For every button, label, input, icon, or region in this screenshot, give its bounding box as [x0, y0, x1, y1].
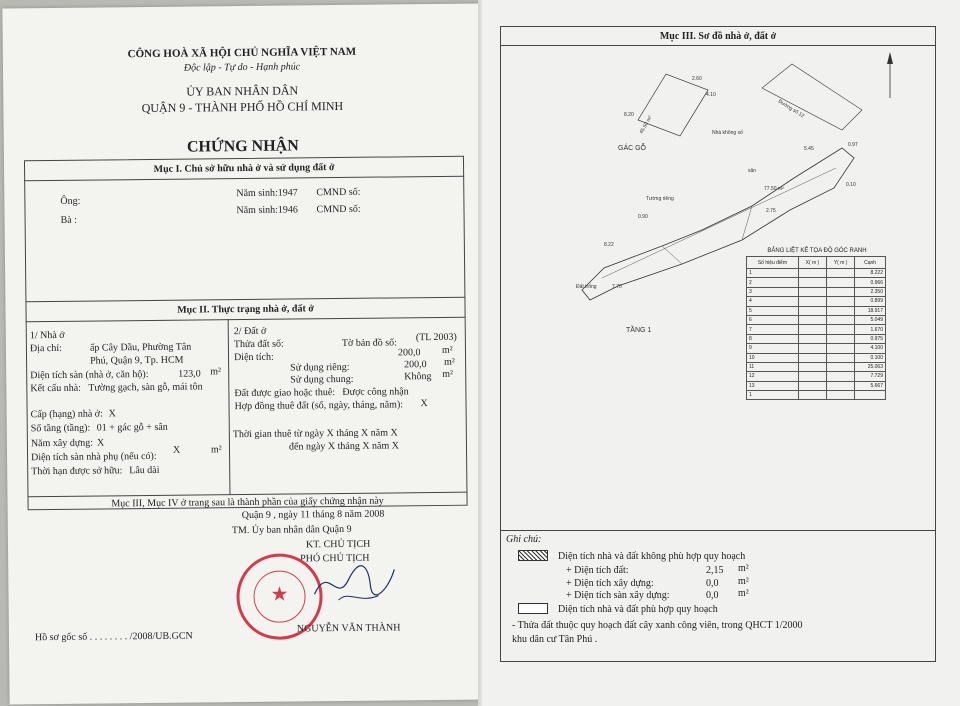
x-cell: [798, 306, 826, 315]
floor-label: TẦNG 1: [626, 327, 652, 334]
loft-area: 45.50 m²: [638, 114, 654, 135]
build-area-value: 0,0: [706, 578, 719, 589]
footer-note: Mục III, Mục IV ở trang sau là thành phần của giấy chứng nhận này: [111, 495, 384, 510]
floor-area-value: 0,0: [706, 590, 719, 601]
committee-name: ỦY BAN NHÂN DÂN: [186, 83, 299, 99]
edge-cell: 0.966: [855, 278, 886, 287]
x-cell: [798, 297, 826, 306]
term-label: Thời hạn được sở hữu:: [31, 465, 123, 478]
section2-title: Mục II. Thực trạng nhà ở, đất ở: [177, 303, 314, 316]
owner1-birth: Năm sinh:1947: [236, 187, 298, 200]
x-cell: [798, 325, 826, 334]
point-cell: 1: [747, 391, 799, 400]
road-outline: [762, 64, 862, 130]
x-cell: [798, 372, 826, 381]
x-cell: [798, 287, 826, 296]
unit: m²: [738, 563, 749, 574]
edge-cell: 18.917: [855, 306, 886, 315]
y-cell: [827, 325, 855, 334]
y-cell: [827, 334, 855, 343]
lease-to: đến ngày X tháng X năm X: [288, 440, 400, 453]
certificate-front-page: [2, 4, 487, 705]
edge-cell: 7.729: [855, 372, 886, 381]
nonconform-hatch-swatch: [518, 550, 548, 561]
edge-cell: 25.063: [855, 362, 886, 371]
section1-title: Mục I. Chủ sở hữu nhà ở và sử dụng đất ở: [153, 162, 335, 175]
edge-cell: 8.222: [855, 269, 886, 278]
stamp-inner-ring: [253, 570, 306, 623]
point-cell: 12: [747, 372, 799, 381]
signer-name: NGUYỄN VĂN THÀNH: [296, 622, 401, 635]
table-row: [747, 287, 886, 296]
land-area-value: 2,15: [706, 565, 724, 576]
point-cell: 10: [747, 353, 799, 362]
dim-label: 4.10: [706, 92, 716, 98]
y-cell: [827, 287, 855, 296]
divider: [500, 530, 936, 531]
private-unit: m²: [444, 356, 455, 368]
coordinate-table: [746, 256, 886, 400]
kt-chairman: KT. CHỦ TỊCH: [305, 538, 371, 551]
land-area-label: + Diện tích đất:: [566, 565, 629, 576]
map-label: Tờ bản đồ số:: [341, 337, 397, 349]
plot-label: Thửa đất số:: [233, 338, 284, 351]
area-label: Diện tích:: [233, 351, 274, 364]
y-cell: [827, 269, 855, 278]
plan-note-line1: - Thửa đất thuộc quy hoạch đất cây xanh công viên, trong QHCT 1/2000: [512, 620, 803, 631]
point-cell: 5: [747, 306, 799, 315]
build-area-label: + Diện tích xây dựng:: [566, 578, 654, 589]
annex-value: X: [172, 444, 181, 456]
point-cell: 11: [747, 362, 799, 371]
x-cell: [798, 344, 826, 353]
y-cell: [827, 372, 855, 381]
point-cell: 7: [747, 325, 799, 334]
col-x: X( m ): [798, 257, 826, 269]
edge-cell: 0.899: [855, 297, 886, 306]
certificate-title: CHỨNG NHẬN: [186, 137, 299, 156]
star-icon: ★: [270, 581, 289, 606]
unit: m²: [738, 588, 749, 599]
point-cell: 9: [747, 344, 799, 353]
private-value: 200,0: [404, 359, 427, 371]
owner1-id: CMND số:: [316, 186, 361, 199]
annex-label: Diện tích sàn nhà phụ (nếu có):: [31, 450, 157, 464]
floor-area: 77.50 m²: [764, 186, 784, 192]
plan-note-line2: khu dân cư Tân Phú .: [512, 634, 598, 645]
col-edge: Cạnh: [855, 257, 886, 269]
point-cell: 13: [747, 381, 799, 390]
divider: [500, 45, 936, 46]
dim-label: 8.20: [624, 112, 634, 118]
assigned-value: Được công nhận: [342, 386, 409, 398]
vice-chairman: PHÓ CHỦ TỊCH: [300, 552, 370, 565]
table-row: [747, 315, 886, 324]
dim-label: 0.10: [846, 182, 856, 188]
floor-area-value: 123,0: [178, 368, 201, 380]
conform-label: Diện tích nhà và đất phù hợp quy hoạch: [558, 604, 718, 615]
structure-label: Kết cấu nhà:: [30, 382, 81, 395]
wall-label: Tường riêng: [646, 196, 674, 202]
behalf: TM. Ủy ban nhân dân Quận 9: [231, 523, 352, 537]
point-cell: 2: [747, 278, 799, 287]
section3-title: Mục III. Sơ đồ nhà ở, đất ở: [659, 31, 777, 42]
area-value: 200,0: [397, 347, 421, 359]
floors-label: Số tầng (tầng):: [30, 422, 91, 435]
table-row: [747, 391, 886, 400]
y-cell: [827, 278, 855, 287]
edge-cell: 0.975: [855, 334, 886, 343]
floor-area-label: Diện tích sàn (nhà ở, căn hộ):: [30, 369, 149, 382]
dim-label: 7.70: [612, 284, 622, 290]
dim-label: 5.45: [804, 146, 814, 152]
x-cell: [798, 391, 826, 400]
no-house-label: Nhà không số: [712, 130, 743, 136]
address-line1: ấp Cây Dầu, Phường Tân: [89, 341, 192, 354]
north-arrow-icon: [887, 52, 893, 98]
y-cell: [827, 306, 855, 315]
edge-cell: 1.670: [855, 325, 886, 334]
y-cell: [827, 391, 855, 400]
structure-value: Tường gạch, sàn gỗ, mái tôn: [88, 381, 203, 394]
annex-unit: m²: [210, 444, 222, 456]
house-heading: 1/ Nhà ở: [29, 329, 65, 342]
coord-table-title: BẢNG LIỆT KÊ TỌA ĐỘ GÓC RANH: [767, 248, 867, 254]
lease-from: Thời gian thuê từ ngày X tháng X năm X: [232, 427, 398, 441]
contract-label: Hợp đồng thuê đất (số, ngày, tháng, năm):: [234, 399, 404, 413]
x-cell: [798, 353, 826, 362]
point-cell: 6: [747, 315, 799, 324]
certificate-back-page: [482, 0, 960, 706]
assigned-label: Đất được giao hoặc thuê:: [234, 387, 336, 400]
table-row: [747, 306, 886, 315]
dim-label: 0.90: [638, 214, 648, 220]
table-row: [747, 325, 886, 334]
y-cell: [827, 362, 855, 371]
table-row: [747, 362, 886, 371]
dim-label: 0.97: [848, 142, 858, 148]
edge-cell: 5.049: [855, 315, 886, 324]
conform-swatch: [518, 603, 548, 614]
floor-area-unit: m²: [210, 366, 222, 378]
edge-cell: 4.100: [855, 344, 886, 353]
x-cell: [798, 278, 826, 287]
issue-date: Quận 9 , ngày 11 tháng 8 năm 2008: [241, 508, 385, 522]
contract-value: X: [420, 398, 428, 410]
map-value: (TL 2003): [415, 331, 457, 344]
floors-value: 01 + gác gỗ + sân: [96, 421, 168, 434]
y-cell: [827, 315, 855, 324]
floor-area-label: + Diện tích sàn xây dựng:: [566, 590, 670, 601]
dim-label: 2.75: [766, 208, 776, 214]
shared-unit: m²: [442, 368, 454, 380]
point-cell: 8: [747, 334, 799, 343]
y-cell: [827, 381, 855, 390]
x-cell: [798, 334, 826, 343]
unit: m²: [738, 576, 749, 587]
edge-cell: 0.100: [855, 353, 886, 362]
private-label: Sử dụng riêng:: [290, 361, 350, 374]
nation-title: CÔNG HOÀ XÃ HỘI CHỦ NGHĨA VIỆT NAM: [127, 45, 357, 61]
motto: Độc lập - Tự do - Hạnh phúc: [183, 61, 301, 74]
dim-label: 8.22: [604, 242, 614, 248]
road-label: Đường số 12: [776, 98, 806, 120]
table-row: [747, 297, 886, 306]
shared-label: Sử dụng chung:: [290, 373, 354, 386]
loft-label: GÁC GỖ: [618, 145, 647, 152]
table-row: [747, 278, 886, 287]
table-row: [747, 344, 886, 353]
x-cell: [798, 381, 826, 390]
term-value: Lâu dài: [129, 464, 160, 477]
point-cell: 1: [747, 269, 799, 278]
edge-cell: [855, 391, 886, 400]
owner2-label: Bà :: [60, 214, 78, 226]
dim-label: 2.60: [692, 76, 702, 82]
address-line2: Phú, Quận 9, Tp. HCM: [90, 354, 184, 367]
y-cell: [827, 344, 855, 353]
table-row: [747, 353, 886, 362]
land-label: Đất trống: [576, 284, 597, 290]
year-value: X: [96, 437, 105, 449]
owner1-label: Ông:: [60, 195, 81, 207]
year-label: Năm xây dựng:: [30, 437, 94, 450]
edge-cell: 2.350: [855, 287, 886, 296]
land-heading: 2/ Đất ở: [233, 325, 267, 338]
nonconform-label: Diện tích nhà và đất không phù hợp quy hoạch: [558, 551, 746, 562]
col-point: Số hiệu điểm: [747, 257, 799, 269]
owner2-birth: Năm sinh:1946: [236, 204, 298, 217]
yard-label: sân: [748, 168, 757, 174]
table-row: [747, 372, 886, 381]
table-row: [747, 269, 886, 278]
table-row: [747, 334, 886, 343]
y-cell: [827, 297, 855, 306]
edge-cell: 5.667: [855, 381, 886, 390]
x-cell: [798, 362, 826, 371]
grade-value: X: [108, 408, 116, 420]
table-row: [747, 381, 886, 390]
col-y: Y( m ): [827, 257, 855, 269]
signature: [308, 559, 399, 610]
owner2-id: CMND số:: [316, 203, 361, 216]
address-label: Địa chỉ:: [29, 342, 62, 355]
x-cell: [798, 269, 826, 278]
grade-label: Cấp (hạng) nhà ở:: [30, 408, 103, 421]
notes-heading: Ghi chú:: [506, 534, 542, 545]
district-name: QUẬN 9 - THÀNH PHỐ HỒ CHÍ MINH: [141, 98, 344, 116]
point-cell: 4: [747, 297, 799, 306]
x-cell: [798, 315, 826, 324]
area-unit: m²: [441, 344, 453, 356]
y-cell: [827, 353, 855, 362]
shared-value: Không: [404, 371, 432, 383]
point-cell: 3: [747, 287, 799, 296]
file-number: Hồ sơ gốc số . . . . . . . . /2008/UB.GCN: [34, 630, 193, 644]
